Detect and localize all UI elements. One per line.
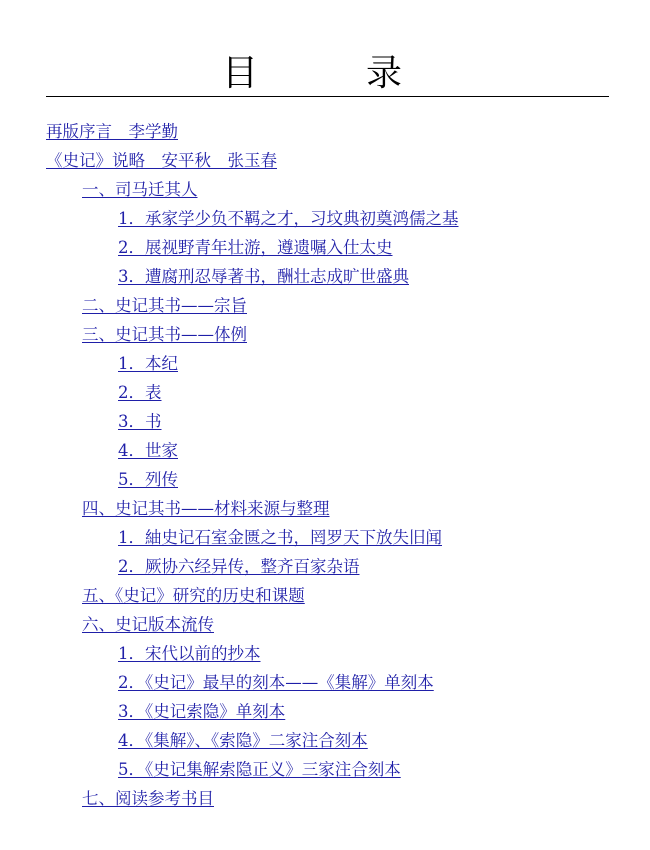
toc-link[interactable]: 3．遭腐刑忍辱著书，酬壮志成旷世盛典 — [118, 267, 409, 286]
toc-link[interactable]: 《史记》说略 安平秋 张玉春 — [46, 151, 277, 170]
toc-item — [0, 436, 650, 465]
toc-item — [0, 523, 650, 552]
toc-link[interactable]: 4．世家 — [118, 441, 178, 460]
toc-link[interactable]: 4．《集解》、《索隐》二家注合刻本 — [118, 731, 368, 750]
toc-link[interactable]: 1．宋代以前的抄本 — [118, 644, 261, 663]
toc-item — [0, 610, 650, 639]
toc-item — [0, 581, 650, 610]
title-char-2: 录 — [366, 53, 403, 94]
toc-link[interactable]: 一、司马迁其人 — [82, 180, 198, 199]
toc-item — [0, 349, 650, 378]
toc-item — [0, 407, 650, 436]
title-divider — [46, 96, 609, 97]
toc-item — [0, 146, 650, 175]
toc-link[interactable]: 七、阅读参考书目 — [82, 789, 214, 808]
toc-item — [0, 668, 650, 697]
toc-link[interactable]: 三、史记其书——体例 — [82, 325, 247, 344]
toc-item — [0, 639, 650, 668]
toc-link[interactable]: 再版序言 李学勤 — [46, 122, 178, 141]
toc-link[interactable]: 六、史记版本流传 — [82, 615, 214, 634]
toc-link[interactable]: 3．《史记索隐》单刻本 — [118, 702, 286, 721]
table-of-contents — [0, 117, 650, 813]
toc-item — [0, 175, 650, 204]
toc-item — [0, 117, 650, 146]
toc-item — [0, 233, 650, 262]
toc-link[interactable]: 二、史记其书——宗旨 — [82, 296, 247, 315]
toc-link[interactable]: 四、史记其书——材料来源与整理 — [82, 499, 330, 518]
toc-link[interactable]: 5．《史记集解索隐正义》三家注合刻本 — [118, 760, 401, 779]
toc-link[interactable]: 5．列传 — [118, 470, 178, 489]
toc-link[interactable]: 2．表 — [118, 383, 162, 402]
toc-item — [0, 755, 650, 784]
toc-item — [0, 204, 650, 233]
toc-item — [0, 320, 650, 349]
toc-item — [0, 262, 650, 291]
toc-item — [0, 726, 650, 755]
toc-link[interactable]: 1．紬史记石室金匮之书，罔罗天下放失旧闻 — [118, 528, 442, 547]
title-char-1: 目 — [222, 53, 259, 94]
toc-link[interactable]: 2．厥协六经异传，整齐百家杂语 — [118, 557, 360, 576]
toc-item — [0, 494, 650, 523]
toc-item — [0, 291, 650, 320]
page-title — [0, 52, 650, 96]
toc-item — [0, 552, 650, 581]
toc-item — [0, 465, 650, 494]
toc-link[interactable]: 1．承家学少负不羁之才，习坟典初奠鸿儒之基 — [118, 209, 459, 228]
toc-link[interactable]: 3．书 — [118, 412, 162, 431]
toc-link[interactable]: 1．本纪 — [118, 354, 178, 373]
toc-item — [0, 784, 650, 813]
toc-item — [0, 378, 650, 407]
toc-item — [0, 697, 650, 726]
toc-link[interactable]: 五、《史记》研究的历史和课题 — [82, 586, 305, 605]
toc-link[interactable]: 2．《史记》最早的刻本——《集解》单刻本 — [118, 673, 434, 692]
toc-link[interactable]: 2．展视野青年壮游，遵遗嘱入仕太史 — [118, 238, 393, 257]
